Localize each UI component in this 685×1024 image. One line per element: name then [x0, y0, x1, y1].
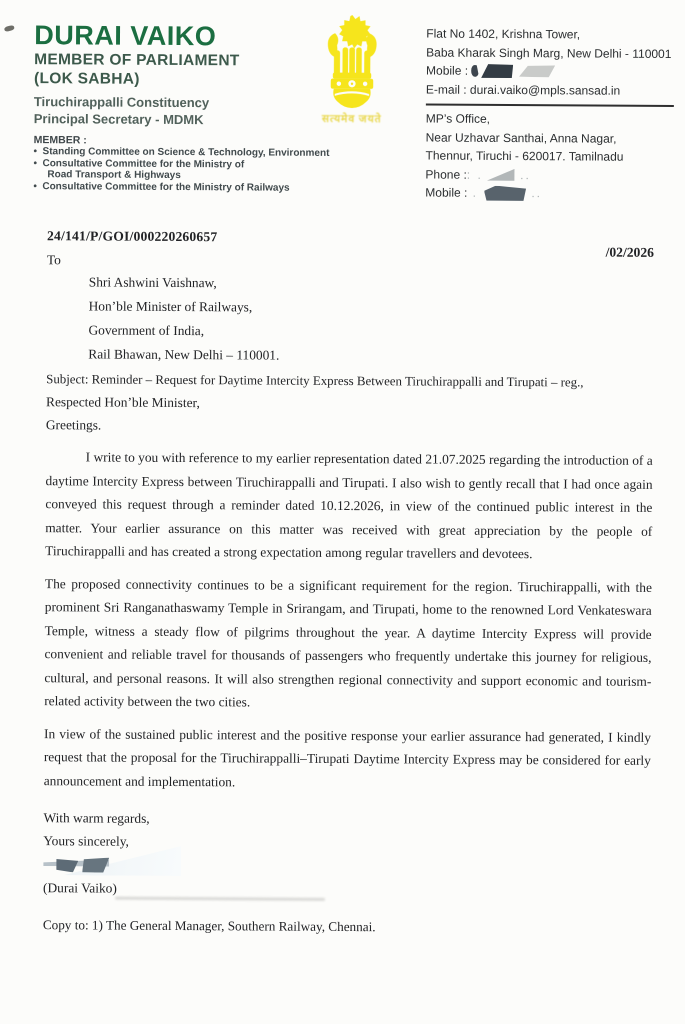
bullet-icon: • — [33, 180, 37, 192]
redaction-faint: : . — [466, 167, 483, 182]
phone-label: Phone : — [425, 167, 467, 182]
member-item-text: Road Transport & Highways — [47, 169, 181, 182]
greeting: Greetings. — [45, 417, 102, 433]
redaction-block — [487, 169, 515, 181]
office-phone-row — [425, 165, 679, 185]
office-address-line: Thennur, Tiruchi - 620017. Tamilnadu — [425, 148, 624, 164]
mp-secretary-line: Principal Secretary - MDMK — [33, 111, 204, 128]
member-item-text: Consultative Committee for the Ministry of Railways — [42, 180, 290, 194]
recipient-line: Rail Bhawan, New Delhi – 110001. — [88, 346, 280, 363]
subject-line: Subject: Reminder – Request for Daytime Intercity Express Between Tiruchirappalli and Tirupati – reg., — [46, 372, 584, 390]
scan-artifact — [4, 25, 15, 32]
lion-capital-icon — [321, 14, 384, 110]
recipient-line: Hon’ble Minister of Railways, — [88, 298, 253, 315]
letterhead-right — [425, 25, 680, 204]
redaction-faint: .. — [514, 167, 531, 182]
member-item — [33, 181, 333, 194]
emblem-motto: सत्यमेव जयते — [321, 113, 382, 126]
delhi-mobile-row — [426, 62, 680, 82]
office-address-line: Near Uzhavar Santhai, Anna Nagar, — [425, 130, 617, 146]
redaction-block — [481, 64, 513, 78]
email-line: E-mail : durai.vaiko@mpls.sansad.in — [425, 82, 621, 98]
mp-name: DURAI VAIKO — [34, 20, 217, 52]
signature-redacted — [43, 853, 213, 878]
redaction-block — [56, 858, 78, 872]
mp-constituency: Tiruchirappalli Constituency — [33, 94, 210, 111]
body-paragraph: In view of the sustained public interest and the positive response your earlier assurance had generated, I kindly request that the proposal for the Tiruchirappalli–Tirupati Daytime Intercity Express may be considered for early announcement and implementation. — [43, 725, 652, 789]
mobile-label: Mobile : — [426, 63, 469, 78]
signatory-name: (Durai Vaiko) — [43, 880, 117, 896]
closing-sincerely: Yours sincerely, — [43, 833, 129, 849]
delhi-address-line: Baba Kharak Singh Marg, New Delhi - 110001 — [426, 45, 672, 61]
closing-regards: With warm regards, — [43, 810, 150, 826]
to-label: To — [46, 252, 61, 268]
salutation: Respected Hon’ble Minister, — [45, 394, 200, 411]
redaction-block — [519, 65, 555, 77]
letter-body — [43, 228, 654, 939]
office-mobile-row — [425, 184, 679, 204]
office-address-line: MP’s Office, — [425, 111, 491, 126]
bullet-icon: • — [33, 157, 38, 169]
letter-date: /02/2026 — [605, 244, 655, 260]
redaction-block — [484, 186, 526, 201]
copy-to-line: Copy to: 1) The General Manager, Southern Railway, Chennai. — [42, 917, 376, 935]
member-label: MEMBER : — [33, 134, 87, 147]
recipient-line: Government of India, — [88, 322, 205, 339]
mp-role-line2: (LOK SABHA) — [33, 70, 140, 88]
ashoka-emblem — [316, 14, 389, 126]
body-paragraph: I write to you with reference to my earlier representation dated 21.07.2025 regarding the introduction of a daytime Intercity Express between Tiruchirappalli and Tirupati. I also wish to gently recall that I had once again conveyed this request through a reminder dated 10.12.2026, in view of the continued public interest in the matter. Your earlier assurance on this matter was received with great appreciation by the people of Tiruchirappalli and has created a strong expectation among regular travellers and devotees. — [45, 449, 653, 562]
redaction-faint: . — [467, 185, 479, 200]
letterhead-left — [33, 20, 334, 194]
mobile-label: Mobile : — [425, 185, 468, 200]
recipient-line: Shri Ashwini Vaishnaw, — [88, 274, 217, 291]
reference-number: 24/141/P/GOI/000220260657 — [47, 228, 218, 245]
mp-role-line1: MEMBER OF PARLIAMENT — [34, 51, 240, 70]
recipient-address — [88, 270, 654, 369]
divider — [426, 104, 674, 108]
member-item-text: Consultative Committee for the Ministry of — [42, 157, 245, 170]
member-item-text: Standing Committee on Science & Technology, Environment — [42, 146, 330, 159]
redaction-block — [471, 65, 479, 77]
redaction-faint: .. — [525, 186, 543, 201]
bullet-icon: • — [33, 146, 38, 158]
delhi-address-line: Flat No 1402, Krishna Tower, — [426, 26, 581, 42]
body-paragraph: The proposed connectivity continues to be a significant requirement for the region. Tiruchirappalli, with the prominent Sri Ranganathaswamy Temple in Srirangam, and Tirupati, home to the renowned Lord Venkateswara Temple, witness a steady flow of pilgrims throughout the year. A daytime Intercity Express will provide convenient and reliable travel for thousands of passengers who frequently undertake this journey for religious, cultural, and personal reasons. It will also strengthen regional connectivity and support economic and tourism-related activity between the two cities. — [44, 575, 652, 710]
reference-row — [47, 228, 655, 260]
